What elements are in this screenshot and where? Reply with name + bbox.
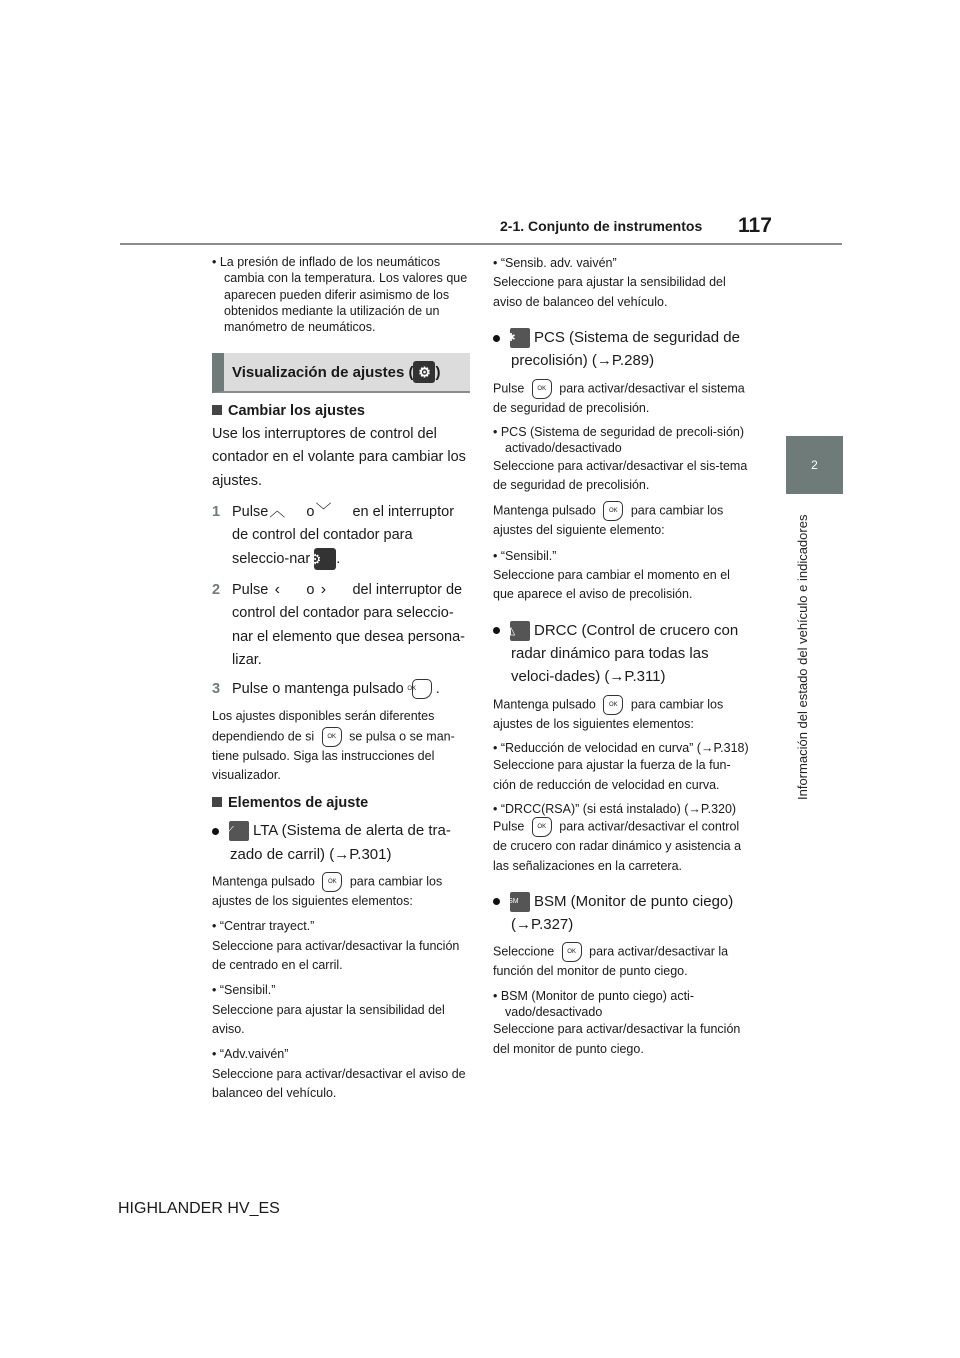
square-bullet-icon (212, 797, 222, 807)
drcc-item-1-desc: Seleccione para ajustar la fuerza de la fun-ción de reducción de velocidad en curva. (493, 758, 731, 792)
available-settings-note: Los ajustes disponibles serán diferentes dependiendo de si OK se pulsa o se man-tiene pulsado. Siga las instrucciones del visualizador. (212, 709, 455, 782)
sway-sensitivity-item: • “Sensib. adv. vaivén” (493, 256, 617, 270)
lta-item-2-desc: Seleccione para ajustar la sensibilidad del aviso. (212, 1002, 445, 1036)
settings-section-title-end: ) (435, 363, 441, 381)
bsm-select-instruction: Seleccione OK para activar/desactivar la función del monitor de punto ciego. (493, 942, 753, 981)
change-intro: Use los interruptores de control del contador en el volante para cambiar los ajustes. (212, 426, 466, 489)
left-column (212, 254, 470, 1104)
bullet-dot-icon (493, 335, 500, 342)
lane-trace-icon: ⟋ (229, 821, 249, 841)
bullet-dot-icon (212, 828, 219, 835)
gear-icon: ⚙ (413, 361, 435, 383)
drcc-press-instruction: Pulse OK para activar/desactivar el control de crucero con radar dinámico y asistencia a las señalizaciones en la carretera. (493, 817, 753, 876)
pressure-note: • La presión de inflado de los neumáticos cambia con la temperatura. Los valores que aparecen pueden diferir asimismo de los obtenidos mediante la utilización de un manómetro de neumáticos. (212, 255, 468, 334)
chevron-up-icon: ︿ (269, 502, 286, 520)
pcs-item-2: • “Sensibil.” (493, 548, 557, 563)
drcc-item-1: • “Reducción de velocidad en curva” (→P.318) (493, 740, 749, 755)
chapter-title-vertical (780, 514, 810, 805)
pcs-icon: ✱ (510, 328, 530, 348)
chevron-down-icon: ﹀ (315, 502, 332, 520)
step-1: 1 Pulse ︿ o ﹀ en el interruptor de control del contador para seleccio-nar ⚙ . (212, 499, 470, 571)
ok-button-icon: OK (603, 501, 623, 521)
pcs-heading: ✱ PCS (Sistema de seguridad de precolisión) (→P.289) (493, 326, 753, 373)
setting-items-heading: Elementos de ajuste (212, 795, 470, 811)
radar-cruise-icon: ◭ (510, 621, 530, 641)
lta-item-1: • “Centrar trayect.” (212, 919, 315, 934)
page-number: 117 (738, 214, 772, 237)
lta-item-1-desc: Seleccione para activar/desactivar la función de centrado en el carril. (212, 938, 460, 972)
right-column (493, 254, 753, 1059)
lta-item-3: • “Adv.vaivén” (212, 1047, 289, 1062)
ok-button-icon: OK (322, 727, 342, 747)
pcs-press-instruction: Pulse OK para activar/desactivar el sistema de seguridad de precolisión. (493, 379, 753, 418)
lta-item-3-desc: Seleccione para activar/desactivar el aviso de balanceo del vehículo. (212, 1066, 466, 1101)
chapter-title: Información del estado del vehículo e indicadores (795, 514, 810, 800)
pcs-item-1-desc: Seleccione para activar/desactivar el sis-tema de seguridad de precolisión. (493, 458, 748, 492)
chevron-right-icon: › (320, 580, 327, 598)
bullet-dot-icon (493, 898, 500, 905)
gear-icon: ⚙ (314, 548, 336, 570)
drcc-hold-instruction: Mantenga pulsado OK para cambiar los ajustes de los siguientes elementos: (493, 695, 753, 734)
ok-button-icon: OK (532, 817, 552, 837)
sway-sensitivity-desc: Seleccione para ajustar la sensibilidad del aviso de balanceo del vehículo. (493, 275, 726, 309)
drcc-heading: ◭ DRCC (Control de crucero con radar dinámico para todas las veloci-dades) (→P.311) (493, 619, 753, 689)
pcs-item-2-desc: Seleccione para cambiar el momento en el que aparece el aviso de precolisión. (493, 568, 730, 602)
ok-button-icon: OK (322, 872, 342, 892)
ok-button-icon: OK (603, 695, 623, 715)
change-settings-heading: Cambiar los ajustes (212, 403, 470, 419)
ok-button-icon: OK (412, 679, 432, 699)
bsm-item-1-desc: Seleccione para activar/desactivar la función del monitor de punto ciego. (493, 1022, 741, 1056)
step-2: 2 Pulse ‹ o › del interruptor de control del contador para seleccio-nar el elemento que desea persona-lizar. (212, 577, 470, 672)
drcc-item-2: • “DRCC(RSA)” (si está instalado) (→P.320) (493, 801, 737, 816)
lta-item-2: • “Sensibil.” (212, 983, 276, 998)
chevron-left-icon: ‹ (274, 580, 280, 598)
settings-section-title: Visualización de ajustes ( (232, 363, 414, 381)
step-3: 3 Pulse o mantenga pulsado OK . (212, 678, 470, 701)
lta-hold-instruction: Mantenga pulsado OK para cambiar los ajustes de los siguientes elementos: (212, 872, 470, 911)
bsm-heading: BSM BSM (Monitor de punto ciego) (→P.327) (493, 890, 753, 937)
pcs-hold-instruction: Mantenga pulsado OK para cambiar los ajustes del siguiente elemento: (493, 501, 753, 540)
lta-heading: ⟋ LTA (Sistema de alerta de tra-zado de carril) (→P.301) (212, 819, 470, 866)
pcs-item-1: • PCS (Sistema de seguridad de precoli-sión) activado/desactivado (493, 425, 745, 456)
header-rule (120, 243, 842, 245)
footer-model: HIGHLANDER HV_ES (118, 1200, 280, 1217)
bsm-item-1: • BSM (Monitor de punto ciego) acti-vado/desactivado (493, 988, 694, 1019)
section-header: 2-1. Conjunto de instrumentos (500, 218, 703, 234)
chapter-tab: 2 (786, 436, 843, 494)
square-bullet-icon (212, 405, 222, 415)
bullet-dot-icon (493, 627, 500, 634)
settings-section-heading (212, 353, 470, 393)
ok-button-icon: OK (562, 942, 582, 962)
ok-button-icon: OK (532, 379, 552, 399)
bsm-icon: BSM (510, 892, 530, 912)
